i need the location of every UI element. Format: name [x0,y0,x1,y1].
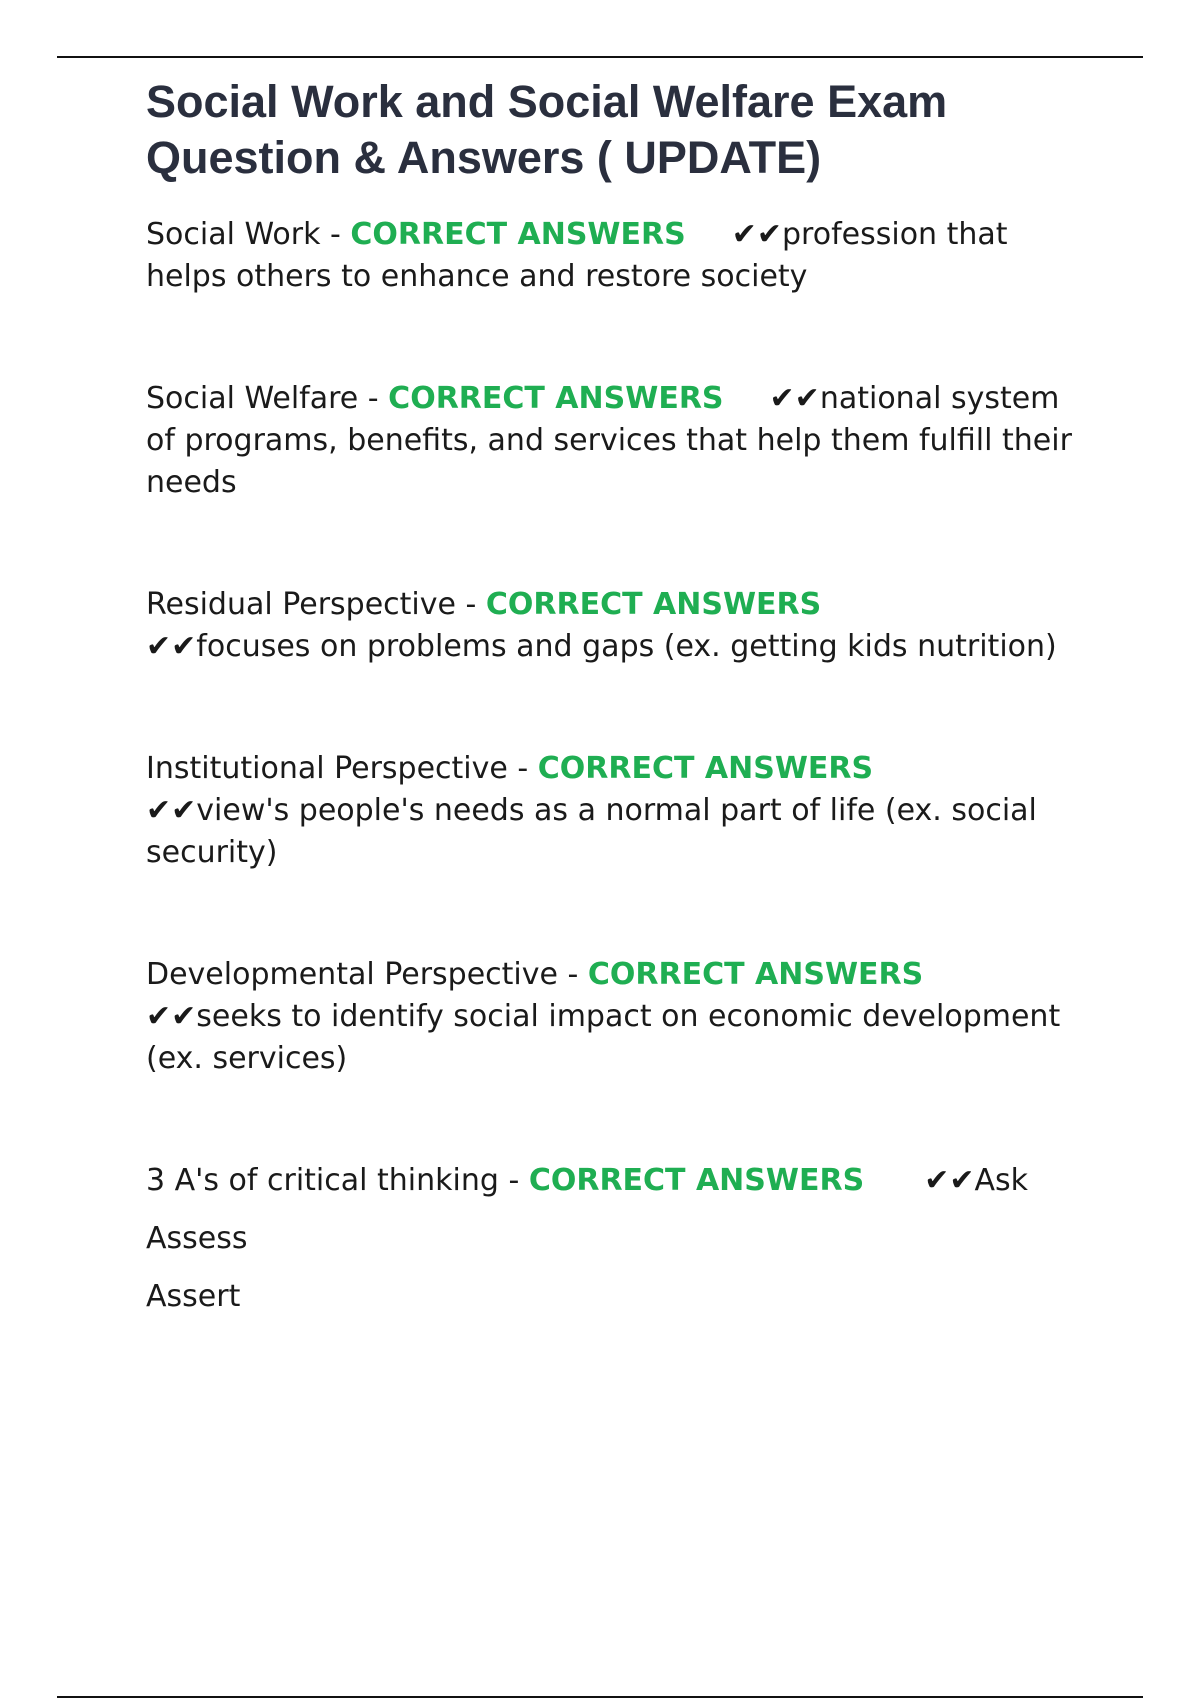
term: Social Welfare [146,381,359,416]
definition: national system of programs, benefits, and services that help them fulfill their needs [146,381,1072,500]
qa-entry-critical-thinking: 3 A's of critical thinking - CORRECT ANSWERS ✔✔Ask [146,1163,1029,1198]
qa-entry-residual-perspective: Residual Perspective - CORRECT ANSWERS ✔✔focuses on problems and gaps (ex. getting kids nutrition) [146,587,1057,664]
qa-entry-social-work: Social Work - CORRECT ANSWERS ✔✔profession that helps others to enhance and restore society [146,217,1008,294]
definition: view's people's needs as a normal part of life (ex. social security) [146,793,1037,870]
double-check-icon: ✔✔ [146,793,197,828]
double-check-icon: ✔✔ [146,999,197,1034]
double-check-icon: ✔✔ [731,217,783,252]
double-check-icon: ✔✔ [769,381,820,416]
term: Developmental Perspective [146,957,558,992]
correct-answers-label: CORRECT ANSWERS [485,587,822,622]
term: Social Work [146,217,321,252]
qa-entry-institutional-perspective: Institutional Perspective - CORRECT ANSWERS ✔✔view's people's needs as a normal part of life (ex. social security) [146,751,1037,870]
qa-entry-developmental-perspective: Developmental Perspective - CORRECT ANSWERS ✔✔seeks to identify social impact on economic development (ex. services) [146,957,1061,1076]
extra-line-assess: Assess [146,1221,248,1256]
definition: profession that helps others to enhance and restore society [146,217,1008,294]
definition: Ask [974,1163,1029,1198]
title-line-2: Question & Answers ( UPDATE) [146,132,822,183]
correct-answers-label: CORRECT ANSWERS [528,1163,865,1198]
double-check-icon: ✔✔ [146,629,197,664]
bottom-rule [57,1696,1143,1698]
title-line-1: Social Work and Social Welfare Exam [146,76,948,127]
document-title [146,74,1086,186]
document-body [146,74,1086,1318]
correct-answers-label: CORRECT ANSWERS [537,751,874,786]
term: 3 A's of critical thinking [146,1163,499,1198]
correct-answers-label: CORRECT ANSWERS [350,217,686,252]
definition: seeks to identify social impact on economic development (ex. services) [146,999,1061,1076]
extra-line-assert: Assert [146,1279,241,1314]
correct-answers-label: CORRECT ANSWERS [587,957,924,992]
correct-answers-label: CORRECT ANSWERS [388,381,724,416]
definition: focuses on problems and gaps (ex. getting kids nutrition) [196,629,1057,664]
double-check-icon: ✔✔ [924,1163,975,1198]
term: Residual Perspective [146,587,456,622]
term: Institutional Perspective [146,751,508,786]
top-rule [57,56,1143,58]
qa-entry-social-welfare: Social Welfare - CORRECT ANSWERS ✔✔national system of programs, benefits, and services that help them fulfill their needs [146,381,1072,500]
